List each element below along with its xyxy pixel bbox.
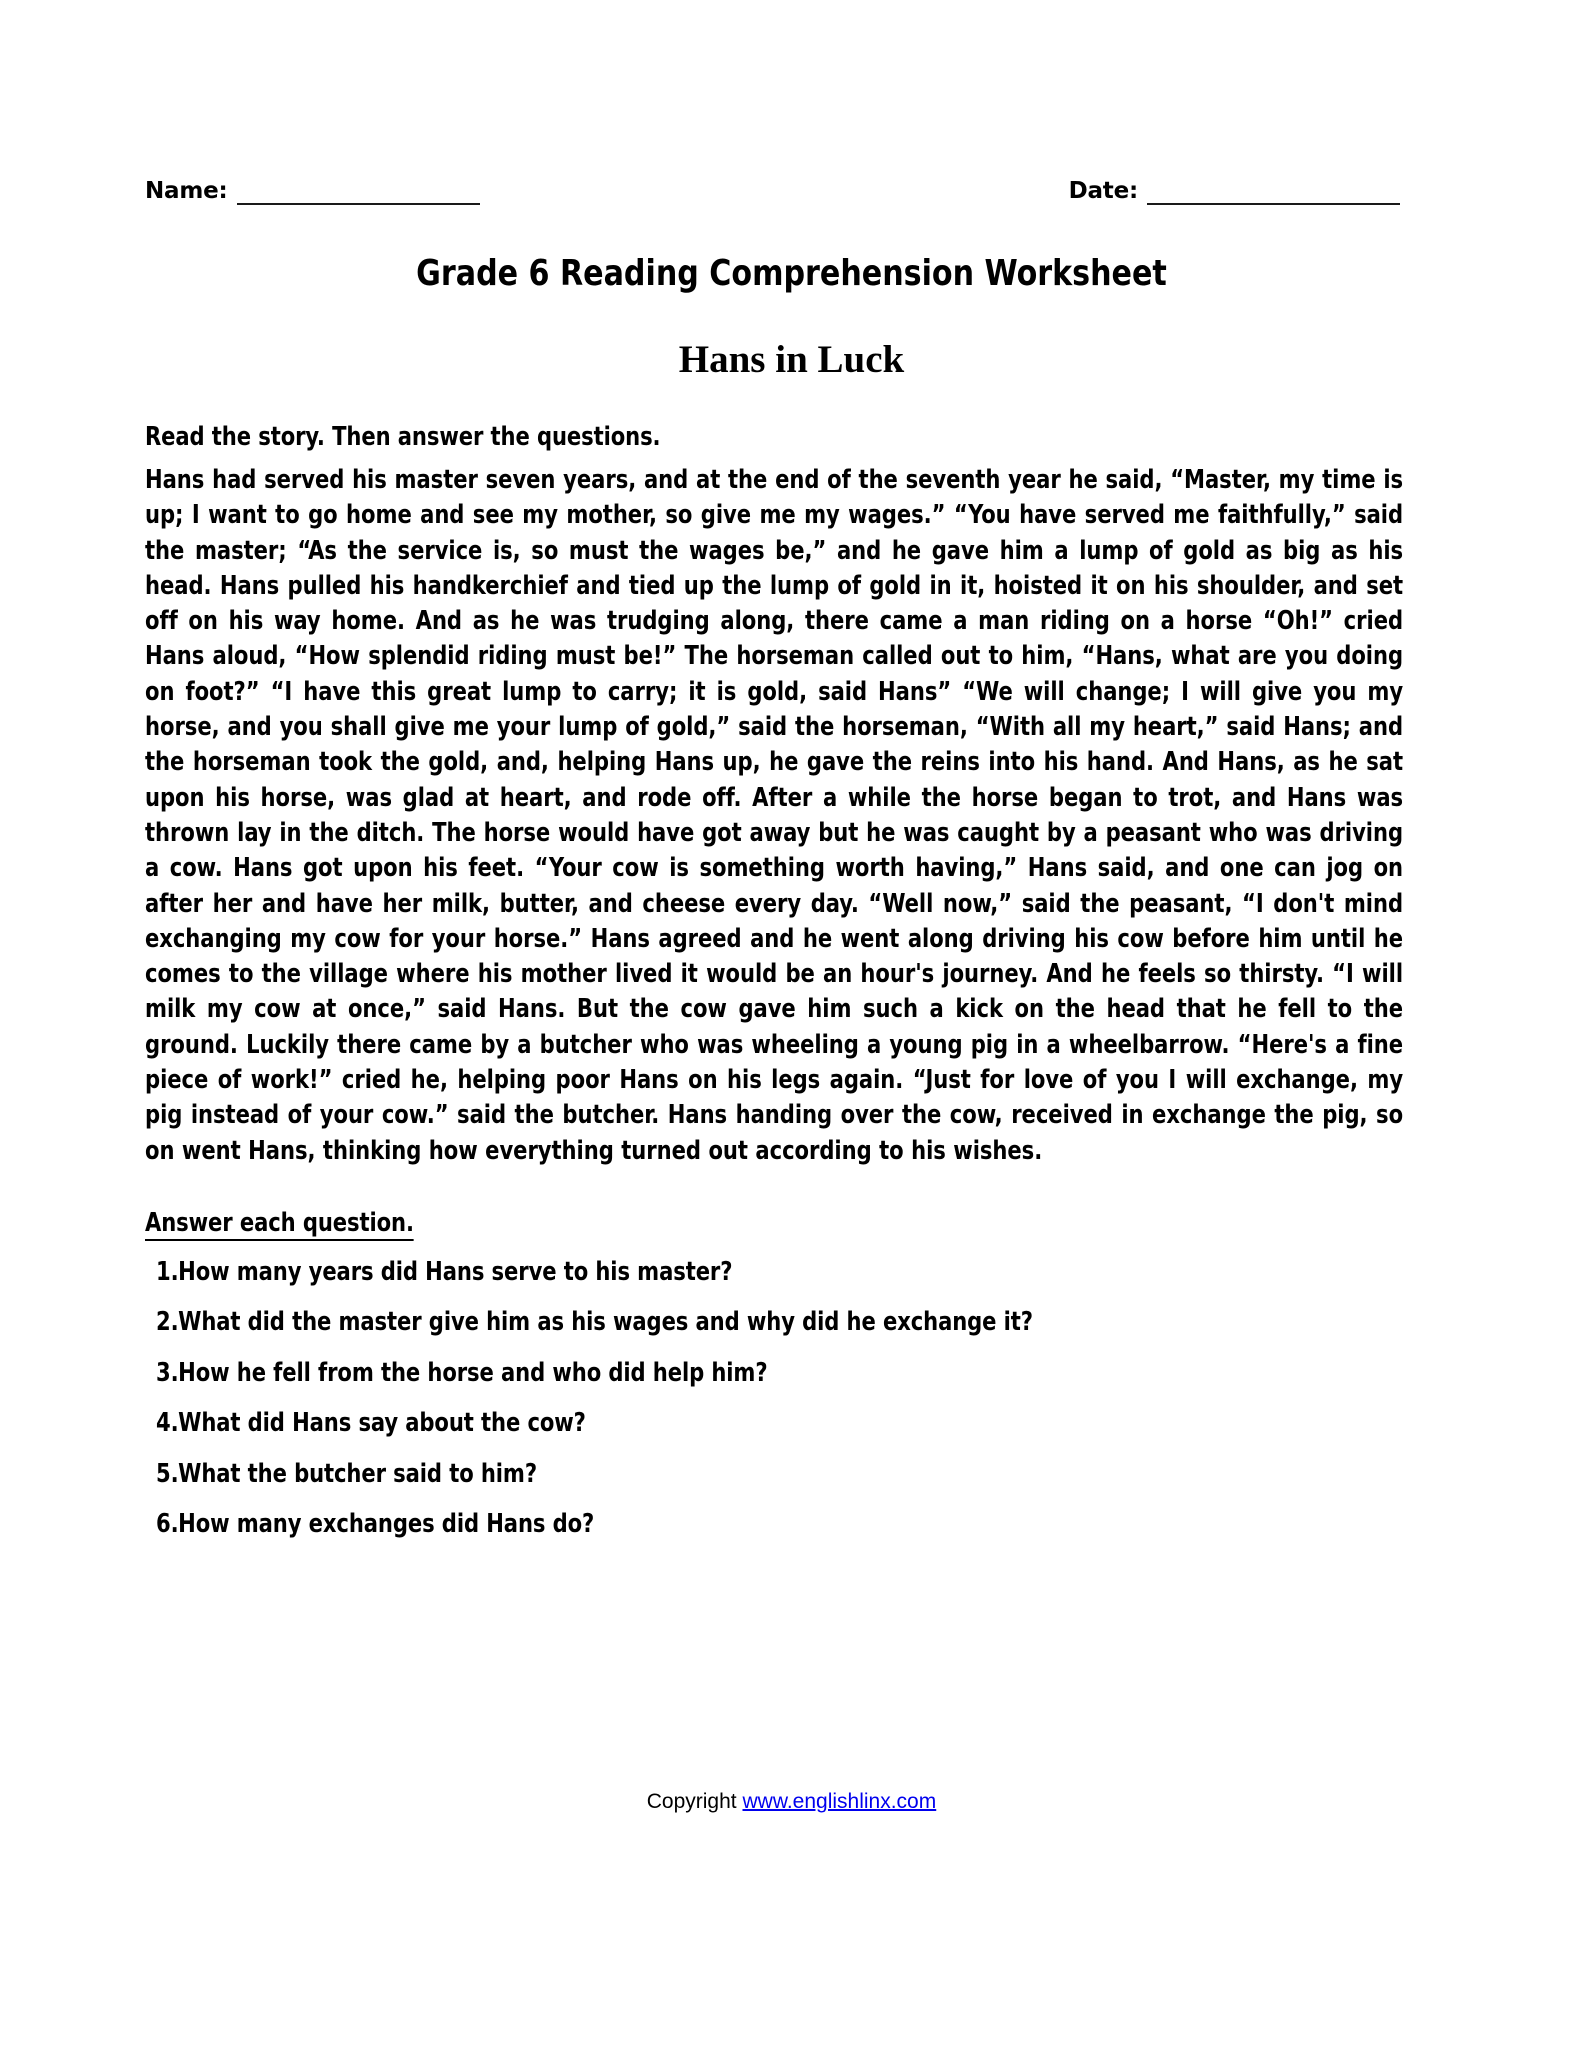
instructions-text: Read the story. Then answer the questions. xyxy=(145,422,661,452)
questions-list xyxy=(145,1256,1403,1541)
date-label: Date: xyxy=(1068,178,1138,204)
question-number: 5. xyxy=(156,1458,179,1489)
question-number: 4. xyxy=(156,1408,179,1439)
question-text: How many exchanges did Hans do? xyxy=(178,1509,595,1540)
date-input-line[interactable] xyxy=(1147,181,1400,205)
footer xyxy=(0,1789,1583,1815)
worksheet-title: Grade 6 Reading Comprehension Worksheet xyxy=(416,253,1167,294)
question-number: 3. xyxy=(156,1357,179,1388)
copyright-link[interactable]: www.englishlinx.com xyxy=(742,1790,937,1813)
story-title: Hans in Luck xyxy=(678,338,905,381)
question-item xyxy=(145,1306,1403,1338)
copyright-label: Copyright xyxy=(646,1790,737,1813)
question-item xyxy=(145,1256,1403,1288)
question-text: How he fell from the horse and who did help him? xyxy=(178,1357,768,1388)
question-item xyxy=(145,1508,1403,1540)
name-date-row xyxy=(145,178,1400,205)
question-text: How many years did Hans serve to his master? xyxy=(178,1256,733,1287)
question-item xyxy=(145,1407,1403,1439)
story-passage: Hans had served his master seven years, and at the end of the seventh year he said, “Master, my time is up; I want to go home and see my mother, so give me my wages.” “You have served me faithfully,” said the master; “As the service is, so must the wages be,” and he gave him a lump of gold as big as his head. Hans pulled his handkerchief and tied up the lump of gold in it, hoisted it on his shoulder, and set off on his way home. And as he was trudging along, there came a man riding on a horse “Oh!” cried Hans aloud, “How splendid riding must be!” The horseman called out to him, “Hans, what are you doing on foot?” “I have this great lump to carry; it is gold, said Hans” “We will change; I will give you my horse, and you shall give me your lump of gold,” said the horseman, “With all my heart,” said Hans; and the horseman took the gold, and, helping Hans up, he gave the reins into his hand. And Hans, as he sat upon his horse, was glad at heart, and rode off. After a while the horse began to trot, and Hans was thrown lay in the ditch. The horse would have got away but he was caught by a peasant who was driving a cow. Hans got upon his feet. “Your cow is something worth having,” Hans said, and one can jog on after her and have her milk, butter, and cheese every day. “Well now,” said the peasant, “I don't mind exchanging my cow for your horse.” Hans agreed and he went along driving his cow before him until he comes to the village where his mother lived it would be an hour's journey. And he feels so thirsty. “I will milk my cow at once,” said Hans. But the cow gave him such a kick on the head that he fell to the ground. Luckily there came by a butcher who was wheeling a young pig in a wheelbarrow. “Here's a fine piece of work!” cried he, helping poor Hans on his legs again. “Just for love of you I will exchange, my pig instead of your cow.” said the butcher. Hans handing over the cow, received in exchange the pig, so on went Hans, thinking how everything turned out according to his wishes. xyxy=(145,465,1404,1166)
question-number: 1. xyxy=(156,1256,179,1287)
name-field-group xyxy=(145,178,480,205)
question-item xyxy=(145,1357,1403,1389)
answer-section-heading-text: Answer each question. xyxy=(145,1208,414,1241)
name-input-line[interactable] xyxy=(237,181,480,205)
question-text: What did Hans say about the cow? xyxy=(178,1408,586,1439)
question-item xyxy=(145,1458,1403,1490)
question-number: 2. xyxy=(156,1307,179,1338)
question-number: 6. xyxy=(156,1509,179,1540)
worksheet-content xyxy=(145,420,1403,1559)
question-text: What did the master give him as his wages and why did he exchange it? xyxy=(178,1307,1033,1338)
name-label: Name: xyxy=(145,178,228,204)
date-field-group xyxy=(1069,178,1400,205)
answer-section-heading xyxy=(145,1206,1403,1240)
question-text: What the butcher said to him? xyxy=(178,1458,537,1489)
